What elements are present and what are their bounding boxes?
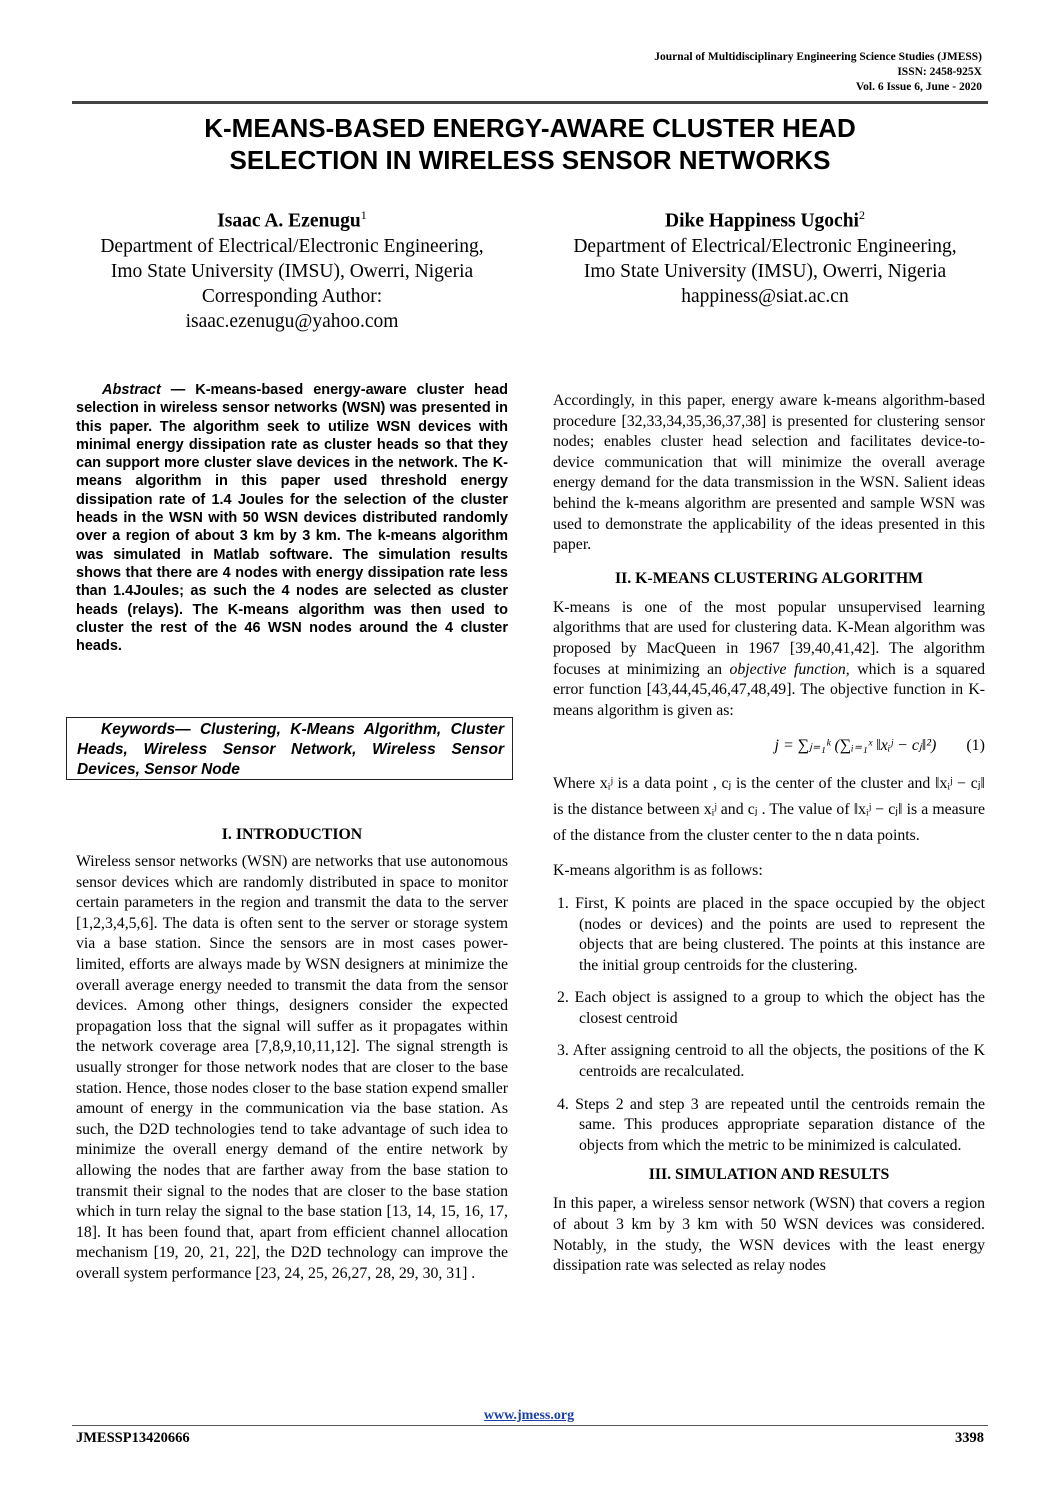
journal-volume: Vol. 6 Issue 6, June - 2020 (855, 81, 982, 93)
footer-rule (72, 1425, 988, 1426)
author-dept: Department of Electrical/Electronic Engineering, (573, 235, 957, 257)
author-name: Dike Happiness Ugochi (665, 210, 859, 232)
header-rule (72, 101, 988, 104)
author-sup: 2 (858, 208, 865, 222)
author-dept: Department of Electrical/Electronic Engineering, (100, 235, 484, 257)
keywords-box (66, 717, 513, 780)
kmeans-text-a: K-means is one of the most popular unsupervised learning algorithms that are used for clustering data. K-Mean algorithm was proposed by MacQueen in 1967 [39,40,41,42]. The algorithm focuses at minimizing an (553, 598, 985, 678)
paragraph-simulation: In this paper, a wireless sensor network (WSN) that covers a region of about 3 km by 3 km with 50 WSN devices was considered. Notably, in the study, the WSN devices with the least energy dissipation rate was selected as relay nodes (553, 1195, 985, 1275)
paragraph-accordingly: Accordingly, in this paper, energy aware k-means algorithm-based procedure [32,33,34,35,36,37,38] is presented for clustering sensor nodes; enables cluster head selection and facilitates device-to-device communication that will minimize the overall average energy demand for the data transmission in the WSN. Salient ideas behind the k-means algorithm are presented and sample WSN was used to demonstrate the applicability of the ideas presented in this paper. (553, 392, 985, 554)
author-block-2 (540, 203, 990, 309)
author-block-1 (72, 203, 512, 334)
list-item: 1. First, K points are placed in the space occupied by the object (nodes or devices) and the points are used to represent the objects that are being clustered. The points at this instance are the initial group centroids for the clustering. (557, 894, 985, 974)
kmeans-text-em: objective function (729, 660, 846, 678)
introduction-text: Wireless sensor networks (WSN) are networks that use autonomous sensor devices which are randomly distributed in space to monitor certain parameters in the region and transmit the data to the server [1,2,3,4,5,6]. The data is often sent to the server or storage system via a base station. Since the sensors are in most cases power-limited, efforts are always made by WSN designers at minimize the overall average energy needed to transmit the data from the sensor devices. Among other things, designers consider the expected propagation loss that the signal will suffer as it propagates within the network coverage area [7,8,9,10,11,12]. The signal strength is usually stronger for those network nodes that are closer to the base station. Hence, those nodes closer to the base station expend smaller amount of energy in the communication via the base station. As such, the D2D technologies tend to take advantage of such idea to minimize the overall energy demand of the entire network by allowing the nodes that are farther away from the base station to transmit their signal to the nodes that are closer to the base station which in turn relay the signal to the base station [13, 14, 15, 16, 17, 18]. It has been found that, apart from efficient channel allocation mechanism [19, 20, 21, 22], the D2D technology can improve the overall system performance [23, 24, 25, 26,27, 28, 29, 30, 31] . (76, 853, 508, 1282)
journal-header (654, 50, 982, 95)
abstract (76, 381, 508, 655)
introduction-section (76, 826, 508, 1284)
footer-paper-id: JMESSP13420666 (76, 1430, 190, 1446)
author-email: happiness@siat.ac.cn (681, 285, 849, 307)
author-univ: Imo State University (IMSU), Owerri, Nigeria (583, 260, 947, 282)
equation-body: j = ∑ⱼ₌₁ᵏ (∑ᵢ₌₁ˣ ‖xᵢʲ − cⱼ‖²) (774, 737, 937, 755)
section-heading-kmeans: II. K-MEANS CLUSTERING ALGORITHM (614, 569, 924, 587)
author-sup: 1 (360, 208, 367, 222)
title-line-1: K-MEANS-BASED ENERGY-AWARE CLUSTER HEAD (204, 113, 856, 143)
steps-list (553, 894, 985, 1157)
paragraph-where: Where xᵢʲ is a data point , cⱼ is the center of the cluster and ‖xᵢʲ − cⱼ‖ is the distance between xᵢʲ and cⱼ . The value of ‖xᵢʲ − cⱼ‖ is a measure of the distance from the cluster center to the n data points. (553, 775, 985, 845)
list-item: 3. After assigning centroid to all the objects, the positions of the K centroids are recalculated. (557, 1042, 985, 1081)
journal-name: Journal of Multidisciplinary Engineering Science Studies (JMESS) (654, 51, 982, 63)
author-email: isaac.ezenugu@yahoo.com (185, 310, 399, 332)
kmeans-text-b: , which is a squared error function [43,44,45,46,47,48,49]. The objective function in K-means algorithm is given as: (553, 660, 985, 719)
footer-page-number: 3398 (955, 1430, 984, 1446)
title-line-2: SELECTION IN WIRELESS SENSOR NETWORKS (229, 145, 831, 175)
author-note: Corresponding Author: (201, 285, 383, 307)
journal-issn: ISSN: 2458-925X (897, 66, 982, 78)
abstract-dash: — (160, 382, 196, 398)
paper-title (72, 112, 988, 176)
steps-intro: K-means algorithm is as follows: (553, 862, 763, 880)
author-univ: Imo State University (IMSU), Owerri, Nigeria (110, 260, 474, 282)
keywords-text: Keywords— Clustering, K-Means Algorithm, Cluster Heads, Wireless Sensor Network, Wireless Sensor Devices, Sensor Node (77, 721, 504, 778)
list-item: 4. Steps 2 and step 3 are repeated until the centroids remain the same. This produces appropriate separation distance of the objects from which the metric to be minimized is calculated. (557, 1095, 985, 1154)
abstract-text: K-means-based energy-aware cluster head selection in wireless sensor networks (WSN) was presented in this paper. The algorithm seek to utilize WSN devices with minimal energy dissipation rate as cluster heads so that they can support more cluster slave devices in the network. The K-means algorithm in this paper used threshold energy dissipation rate of 1.4 Joules for the selection of the cluster heads in the WSN with 50 WSN devices distributed randomly over a region of about 3 km by 3 km. The k-means algorithm was simulated in Matlab software. The simulation results shows that there are 4 nodes with energy dissipation rate less than 1.4Joules; as such the 4 nodes are selected as cluster heads (relays). The K-means algorithm was then used to cluster the rest of the 46 WSN nodes around the 4 cluster heads. (76, 382, 508, 655)
equation-1 (553, 735, 985, 757)
footer-link[interactable]: www.jmess.org (483, 1408, 575, 1423)
abstract-lead: Abstract (102, 382, 161, 398)
author-name: Isaac A. Ezenugu (217, 210, 361, 232)
right-column (553, 391, 985, 1277)
paragraph-kmeans (553, 598, 985, 722)
left-column (76, 381, 508, 655)
list-item: 2. Each object is assigned to a group to which the object has the closest centroid (557, 989, 985, 1027)
equation-number: (1) (966, 737, 985, 755)
section-heading-introduction: I. INTRODUCTION (221, 826, 363, 843)
section-heading-simulation: III. SIMULATION AND RESULTS (648, 1166, 890, 1184)
